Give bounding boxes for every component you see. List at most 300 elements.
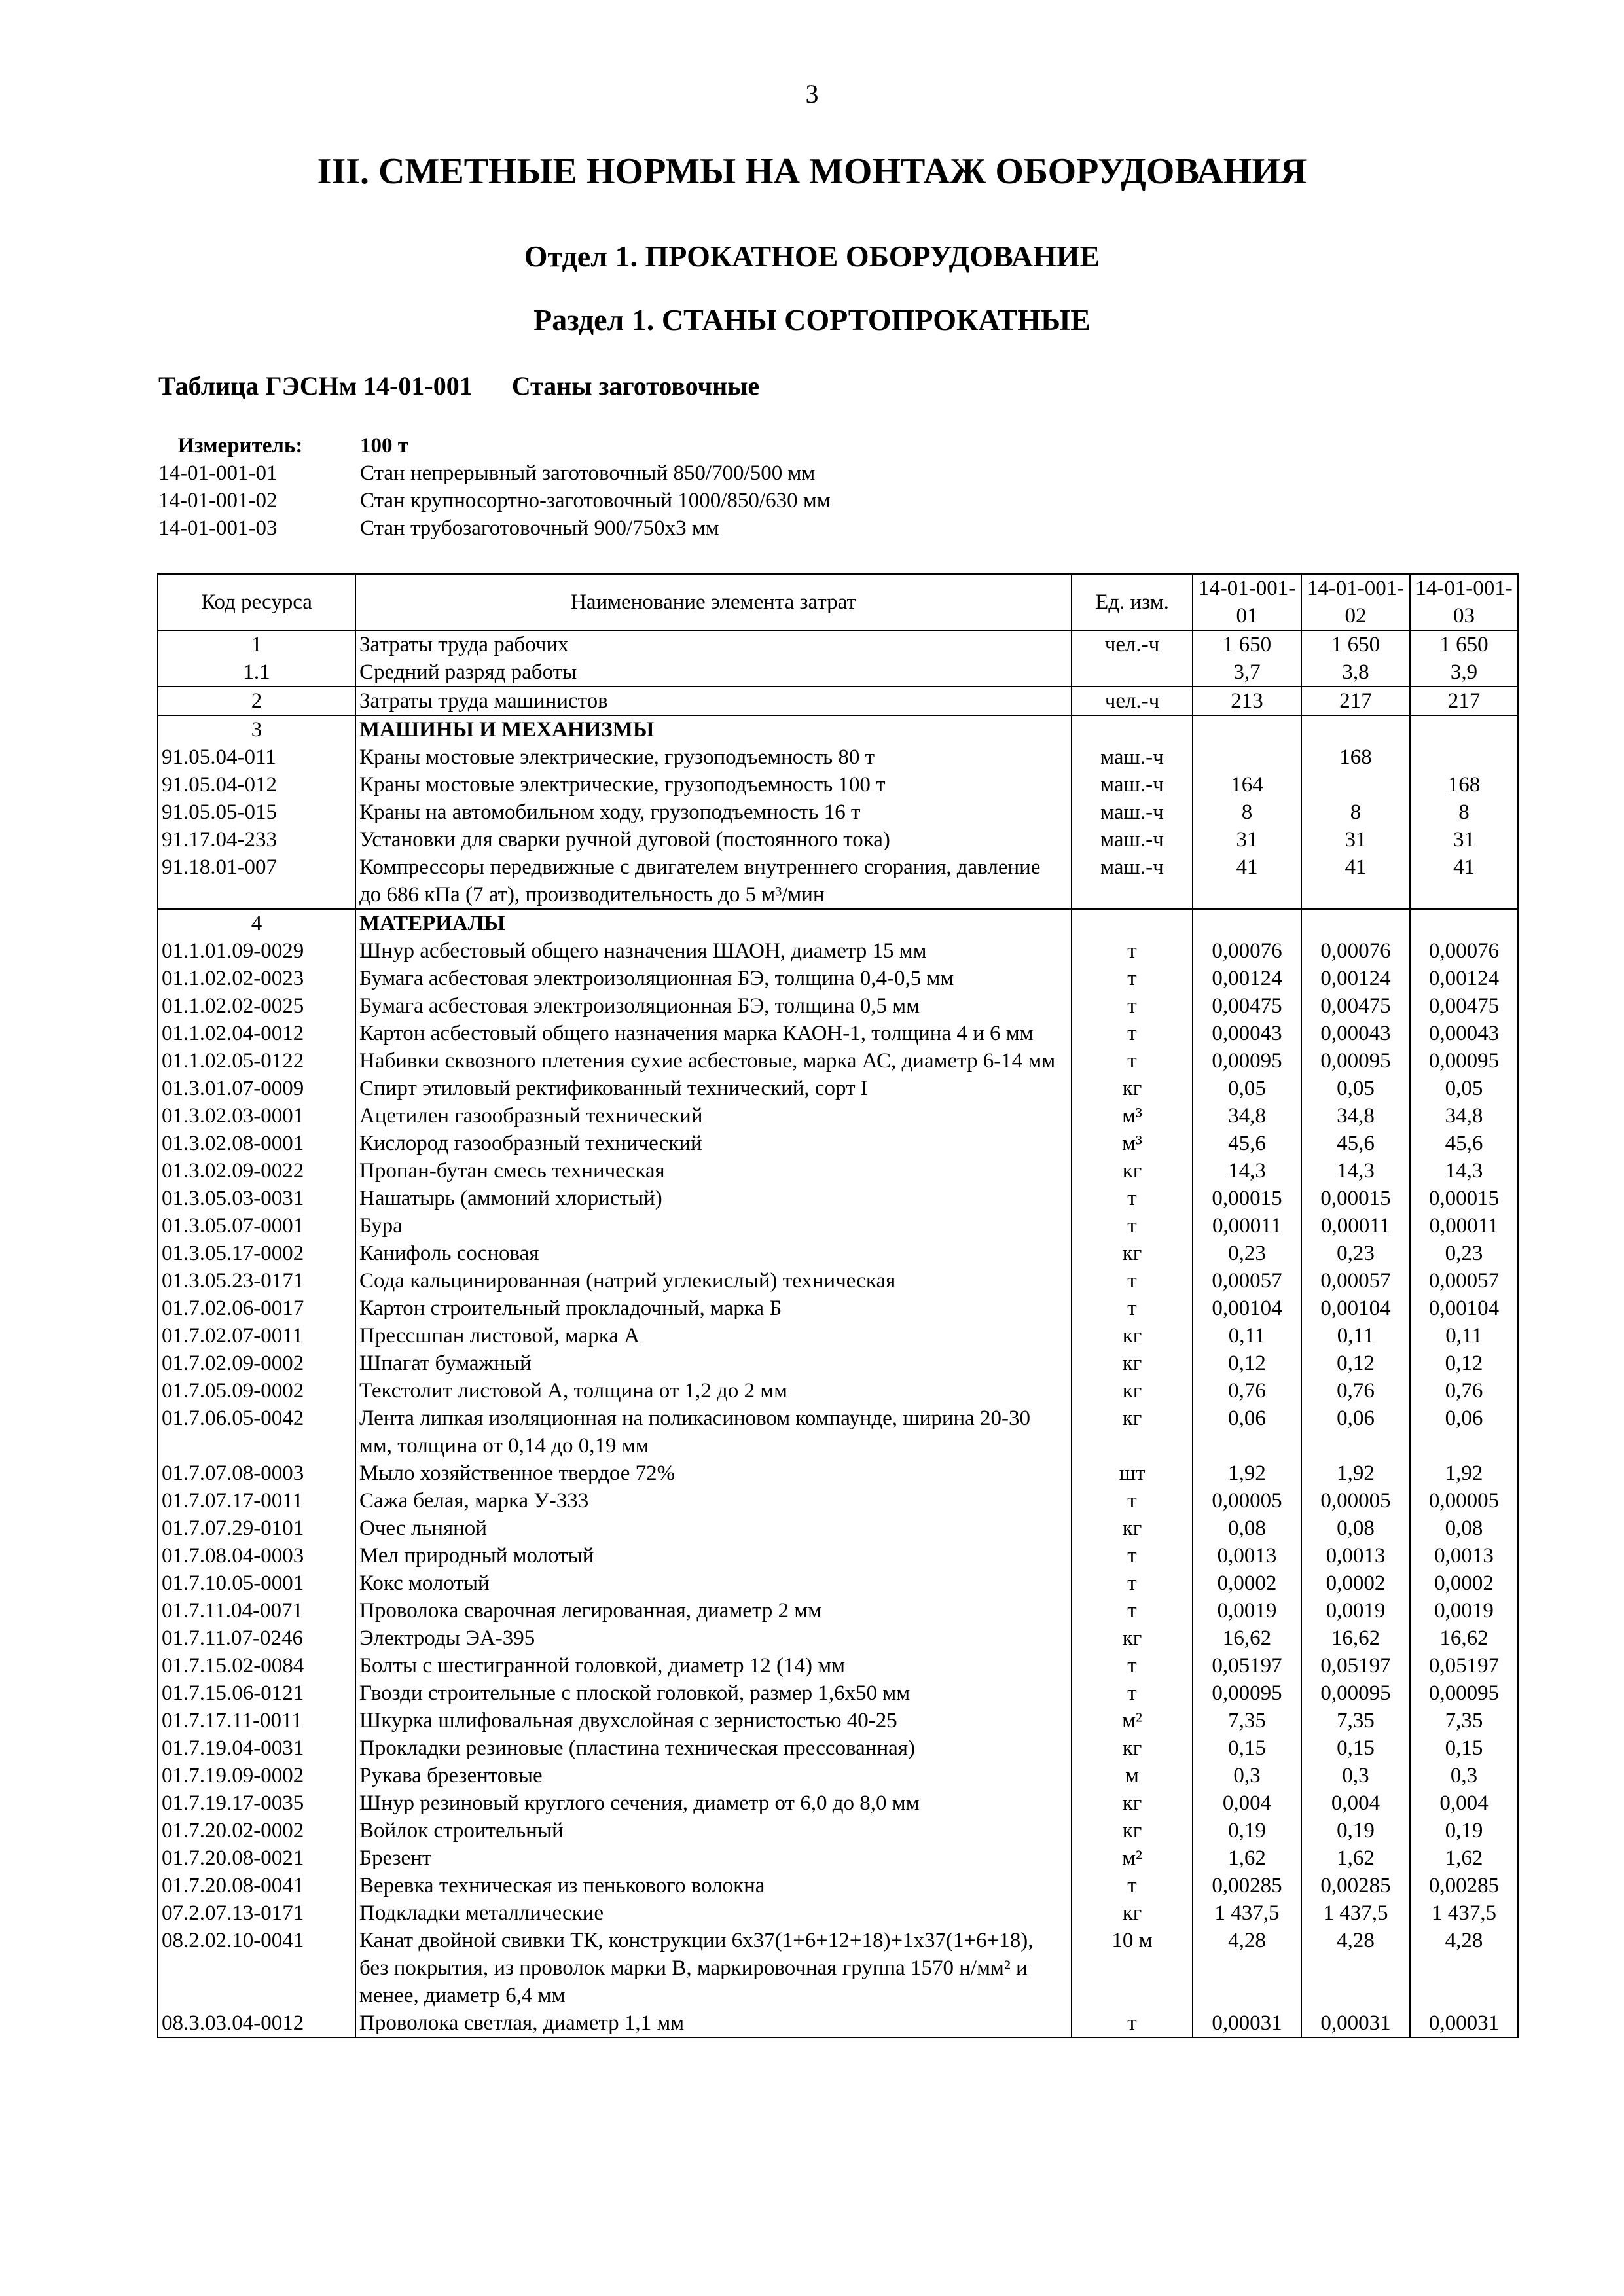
value-col3 xyxy=(1410,909,1518,937)
value-col2: 0,0002 xyxy=(1301,1570,1410,1597)
value-col1: 0,05197 xyxy=(1193,1652,1301,1679)
resource-name: МАТЕРИАЛЫ xyxy=(355,909,1072,937)
resource-unit: т xyxy=(1072,937,1193,965)
resource-unit: кг xyxy=(1072,1075,1193,1102)
resource-unit: кг xyxy=(1072,1899,1193,1927)
resource-name: Шпагат бумажный xyxy=(355,1350,1072,1377)
table-row xyxy=(158,1212,1518,1240)
resource-unit: т xyxy=(1072,1020,1193,1047)
resource-code: 01.1.02.05-0122 xyxy=(158,1047,355,1075)
value-col2: 217 xyxy=(1301,687,1410,715)
resource-unit: 10 м xyxy=(1072,1927,1193,2009)
measure-label: Измеритель: xyxy=(177,434,303,457)
resource-unit xyxy=(1072,909,1193,937)
resource-unit: м³ xyxy=(1072,1130,1193,1157)
resource-name: Шнур асбестовый общего назначения ШАОН, диаметр 15 мм xyxy=(355,937,1072,965)
resource-code: 3 xyxy=(158,715,355,744)
resource-unit: м xyxy=(1072,1762,1193,1789)
value-col1: 1 650 xyxy=(1193,630,1301,658)
value-col2: 31 xyxy=(1301,826,1410,853)
resource-name: Бура xyxy=(355,1212,1072,1240)
table-row xyxy=(158,658,1518,687)
page-heading: III. СМЕТНЫЕ НОРМЫ НА МОНТАЖ ОБОРУДОВАНИЯ xyxy=(317,151,1307,192)
value-col3 xyxy=(1410,715,1518,744)
value-col2: 0,23 xyxy=(1301,1240,1410,1267)
resource-unit: т xyxy=(1072,1267,1193,1295)
resource-name: Нашатырь (аммоний хлористый) xyxy=(355,1185,1072,1212)
value-col2: 0,00015 xyxy=(1301,1185,1410,1212)
resource-code: 4 xyxy=(158,909,355,937)
table-row xyxy=(158,1102,1518,1130)
value-col1: 0,00043 xyxy=(1193,1020,1301,1047)
resource-name: Затраты труда машинистов xyxy=(355,687,1072,715)
value-col3: 0,00124 xyxy=(1410,965,1518,992)
resource-code: 2 xyxy=(158,687,355,715)
value-col2: 0,004 xyxy=(1301,1789,1410,1817)
resource-name: Войлок строительный xyxy=(355,1817,1072,1844)
value-col3: 168 xyxy=(1410,771,1518,798)
table-row xyxy=(158,1405,1518,1460)
measure-value: 100 т xyxy=(360,434,408,457)
resource-unit: чел.-ч xyxy=(1072,630,1193,658)
resource-unit: т xyxy=(1072,1487,1193,1515)
value-col2: 3,8 xyxy=(1301,658,1410,687)
header-col3: 14-01-001-03 xyxy=(1410,574,1518,630)
value-col2: 168 xyxy=(1301,744,1410,771)
table-row xyxy=(158,1020,1518,1047)
value-col3: 45,6 xyxy=(1410,1130,1518,1157)
value-col2: 0,12 xyxy=(1301,1350,1410,1377)
table-row xyxy=(158,1679,1518,1707)
resource-code: 07.2.07.13-0171 xyxy=(158,1899,355,1927)
header-code: Код ресурса xyxy=(158,574,355,630)
table-row xyxy=(158,1350,1518,1377)
resource-name: Мыло хозяйственное твердое 72% xyxy=(355,1460,1072,1487)
resource-unit: кг xyxy=(1072,1377,1193,1405)
value-col3: 0,23 xyxy=(1410,1240,1518,1267)
value-col3: 0,11 xyxy=(1410,1322,1518,1350)
table-row xyxy=(158,1047,1518,1075)
value-col2: 0,00005 xyxy=(1301,1487,1410,1515)
value-col1: 16,62 xyxy=(1193,1624,1301,1652)
value-col2: 7,35 xyxy=(1301,1707,1410,1734)
resource-unit: кг xyxy=(1072,1350,1193,1377)
value-col3: 0,0013 xyxy=(1410,1542,1518,1570)
resource-code: 91.05.04-012 xyxy=(158,771,355,798)
value-col1: 0,00031 xyxy=(1193,2009,1301,2037)
header-name: Наименование элемента затрат xyxy=(355,574,1072,630)
value-col2: 0,0013 xyxy=(1301,1542,1410,1570)
resource-name: Брезент xyxy=(355,1844,1072,1872)
value-col1: 0,0019 xyxy=(1193,1597,1301,1624)
resource-code: 01.7.20.08-0021 xyxy=(158,1844,355,1872)
value-col3: 0,08 xyxy=(1410,1515,1518,1542)
resource-unit: кг xyxy=(1072,1624,1193,1652)
norm-row xyxy=(158,514,831,542)
resource-name: Картон асбестовый общего назначения марка КАОН-1, толщина 4 и 6 мм xyxy=(355,1020,1072,1047)
value-col2: 0,08 xyxy=(1301,1515,1410,1542)
resource-name: Прокладки резиновые (пластина техническая прессованная) xyxy=(355,1734,1072,1762)
resource-name: Картон строительный прокладочный, марка Б xyxy=(355,1295,1072,1322)
resource-code: 01.3.05.23-0171 xyxy=(158,1267,355,1295)
norm-name: Стан крупносортно-заготовочный 1000/850/630 мм xyxy=(360,489,831,512)
norm-row xyxy=(158,487,831,514)
header-col1: 14-01-001-01 xyxy=(1193,574,1301,630)
value-col3: 0,004 xyxy=(1410,1789,1518,1817)
value-col2: 16,62 xyxy=(1301,1624,1410,1652)
table-title xyxy=(158,370,759,401)
table-row xyxy=(158,1872,1518,1899)
resource-unit: маш.-ч xyxy=(1072,853,1193,909)
resource-unit: т xyxy=(1072,2009,1193,2037)
resource-name: Лента липкая изоляционная на поликасиновом компаунде, ширина 20-30 мм, толщина от 0,14 до 0,19 мм xyxy=(355,1405,1072,1460)
resource-code: 01.7.05.09-0002 xyxy=(158,1377,355,1405)
value-col1: 0,0002 xyxy=(1193,1570,1301,1597)
table-row xyxy=(158,1762,1518,1789)
resource-unit: т xyxy=(1072,992,1193,1020)
resource-unit: т xyxy=(1072,1185,1193,1212)
value-col2: 14,3 xyxy=(1301,1157,1410,1185)
resource-unit: маш.-ч xyxy=(1072,744,1193,771)
resource-code: 01.7.02.07-0011 xyxy=(158,1322,355,1350)
page-number: 3 xyxy=(805,79,819,109)
header-unit: Ед. изм. xyxy=(1072,574,1193,630)
value-col1: 0,00104 xyxy=(1193,1295,1301,1322)
value-col3: 31 xyxy=(1410,826,1518,853)
resource-unit: кг xyxy=(1072,1515,1193,1542)
table-row xyxy=(158,1652,1518,1679)
value-col1: 0,08 xyxy=(1193,1515,1301,1542)
resource-name: Проволока светлая, диаметр 1,1 мм xyxy=(355,2009,1072,2037)
value-col1: 0,00076 xyxy=(1193,937,1301,965)
resource-name: Веревка техническая из пенькового волокна xyxy=(355,1872,1072,1899)
value-col2: 8 xyxy=(1301,798,1410,826)
resource-code: 91.05.04-011 xyxy=(158,744,355,771)
table-row xyxy=(158,1734,1518,1762)
resource-name: Спирт этиловый ректификованный технический, сорт I xyxy=(355,1075,1072,1102)
resource-unit: т xyxy=(1072,1542,1193,1570)
resource-code: 1 xyxy=(158,630,355,658)
resource-unit: м³ xyxy=(1072,1102,1193,1130)
table-row xyxy=(158,1542,1518,1570)
resource-unit: м² xyxy=(1072,1707,1193,1734)
resource-unit: т xyxy=(1072,1212,1193,1240)
value-col2: 0,05197 xyxy=(1301,1652,1410,1679)
value-col1: 41 xyxy=(1193,853,1301,909)
resource-code: 01.3.05.07-0001 xyxy=(158,1212,355,1240)
value-col1: 14,3 xyxy=(1193,1157,1301,1185)
resource-name: Шкурка шлифовальная двухслойная с зернистостью 40-25 xyxy=(355,1707,1072,1734)
resource-name: Гвозди строительные с плоской головкой, размер 1,6х50 мм xyxy=(355,1679,1072,1707)
value-col3: 34,8 xyxy=(1410,1102,1518,1130)
resource-unit: т xyxy=(1072,965,1193,992)
resource-name: Компрессоры передвижные с двигателем внутреннего сгорания, давление до 686 кПа (7 ат), производительность до 5 м³/мин xyxy=(355,853,1072,909)
resource-unit: кг xyxy=(1072,1734,1193,1762)
resource-unit: кг xyxy=(1072,1405,1193,1460)
value-col2: 0,00057 xyxy=(1301,1267,1410,1295)
table-row xyxy=(158,1322,1518,1350)
value-col2: 41 xyxy=(1301,853,1410,909)
table-row xyxy=(158,630,1518,658)
resource-code: 01.7.07.29-0101 xyxy=(158,1515,355,1542)
table-row xyxy=(158,1240,1518,1267)
value-col2: 1 650 xyxy=(1301,630,1410,658)
table-row xyxy=(158,937,1518,965)
resource-code: 01.7.19.09-0002 xyxy=(158,1762,355,1789)
norm-code: 14-01-001-01 xyxy=(158,461,278,485)
resource-code: 01.7.07.17-0011 xyxy=(158,1487,355,1515)
resource-name: Сажа белая, марка У-333 xyxy=(355,1487,1072,1515)
resource-unit: т xyxy=(1072,1872,1193,1899)
resource-name: Прессшпан листовой, марка А xyxy=(355,1322,1072,1350)
value-col1: 0,15 xyxy=(1193,1734,1301,1762)
value-col3: 0,15 xyxy=(1410,1734,1518,1762)
value-col1: 0,11 xyxy=(1193,1322,1301,1350)
value-col1 xyxy=(1193,715,1301,744)
resource-name: Канифоль сосновая xyxy=(355,1240,1072,1267)
table-row xyxy=(158,1460,1518,1487)
resource-code: 01.7.06.05-0042 xyxy=(158,1405,355,1460)
resource-unit: кг xyxy=(1072,1240,1193,1267)
table-row xyxy=(158,1075,1518,1102)
value-col2: 0,00095 xyxy=(1301,1679,1410,1707)
value-col1: 0,3 xyxy=(1193,1762,1301,1789)
table-row xyxy=(158,1707,1518,1734)
resource-code: 08.3.03.04-0012 xyxy=(158,2009,355,2037)
value-col3: 14,3 xyxy=(1410,1157,1518,1185)
resource-code: 01.7.02.09-0002 xyxy=(158,1350,355,1377)
value-col1: 213 xyxy=(1193,687,1301,715)
resource-name: Установки для сварки ручной дуговой (постоянного тока) xyxy=(355,826,1072,853)
resource-unit: м² xyxy=(1072,1844,1193,1872)
value-col3: 0,00285 xyxy=(1410,1872,1518,1899)
resource-unit: кг xyxy=(1072,1322,1193,1350)
value-col2: 34,8 xyxy=(1301,1102,1410,1130)
table-row xyxy=(158,1295,1518,1322)
value-col1: 8 xyxy=(1193,798,1301,826)
value-col2: 0,19 xyxy=(1301,1817,1410,1844)
value-col3: 16,62 xyxy=(1410,1624,1518,1652)
value-col2: 0,00124 xyxy=(1301,965,1410,992)
resource-name: Очес льняной xyxy=(355,1515,1072,1542)
resource-name: Кокс молотый xyxy=(355,1570,1072,1597)
table-row xyxy=(158,1130,1518,1157)
resource-code: 01.1.01.09-0029 xyxy=(158,937,355,965)
resource-unit: чел.-ч xyxy=(1072,687,1193,715)
norm-name: Стан непрерывный заготовочный 850/700/500 мм xyxy=(360,461,816,485)
resource-unit: кг xyxy=(1072,1157,1193,1185)
value-col3: 0,05 xyxy=(1410,1075,1518,1102)
value-col1: 0,76 xyxy=(1193,1377,1301,1405)
resource-code: 01.7.10.05-0001 xyxy=(158,1570,355,1597)
table-row xyxy=(158,771,1518,798)
value-col3: 1,92 xyxy=(1410,1460,1518,1487)
resource-table xyxy=(157,573,1519,2038)
value-col2: 0,11 xyxy=(1301,1322,1410,1350)
value-col1: 0,05 xyxy=(1193,1075,1301,1102)
resource-code: 01.7.08.04-0003 xyxy=(158,1542,355,1570)
value-col1: 45,6 xyxy=(1193,1130,1301,1157)
resource-code: 01.7.19.04-0031 xyxy=(158,1734,355,1762)
value-col1 xyxy=(1193,744,1301,771)
table-row xyxy=(158,1927,1518,2009)
resource-unit: т xyxy=(1072,1679,1193,1707)
value-col3: 1 650 xyxy=(1410,630,1518,658)
value-col3: 0,00015 xyxy=(1410,1185,1518,1212)
resource-code: 01.3.02.09-0022 xyxy=(158,1157,355,1185)
value-col1: 0,00124 xyxy=(1193,965,1301,992)
value-col2: 0,15 xyxy=(1301,1734,1410,1762)
table-row xyxy=(158,744,1518,771)
value-col1: 0,00015 xyxy=(1193,1185,1301,1212)
resource-code: 91.18.01-007 xyxy=(158,853,355,909)
resource-name: Мел природный молотый xyxy=(355,1542,1072,1570)
table-row xyxy=(158,826,1518,853)
resource-code: 01.1.02.02-0023 xyxy=(158,965,355,992)
value-col1: 1,92 xyxy=(1193,1460,1301,1487)
value-col2: 0,0019 xyxy=(1301,1597,1410,1624)
resource-code: 01.1.02.04-0012 xyxy=(158,1020,355,1047)
value-col3: 0,0002 xyxy=(1410,1570,1518,1597)
resource-name: Сода кальцинированная (натрий углекислый) техническая xyxy=(355,1267,1072,1295)
value-col3: 0,00043 xyxy=(1410,1020,1518,1047)
value-col1: 0,06 xyxy=(1193,1405,1301,1460)
resource-name: Рукава брезентовые xyxy=(355,1762,1072,1789)
value-col3 xyxy=(1410,744,1518,771)
resource-code: 1.1 xyxy=(158,658,355,687)
resource-name: Канат двойной свивки ТК, конструкции 6х37(1+6+12+18)+1х37(1+6+18), без покрытия, из проволок марки В, маркировочная группа 1570 н/мм² и менее, диаметр 6,4 мм xyxy=(355,1927,1072,2009)
value-col3: 0,3 xyxy=(1410,1762,1518,1789)
resource-code: 01.7.02.06-0017 xyxy=(158,1295,355,1322)
value-col2: 0,76 xyxy=(1301,1377,1410,1405)
table-row xyxy=(158,853,1518,909)
table-row xyxy=(158,1487,1518,1515)
value-col2: 4,28 xyxy=(1301,1927,1410,2009)
table-row xyxy=(158,798,1518,826)
value-col2: 45,6 xyxy=(1301,1130,1410,1157)
resource-name: Подкладки металлические xyxy=(355,1899,1072,1927)
norm-row xyxy=(158,459,831,487)
value-col2: 1 437,5 xyxy=(1301,1899,1410,1927)
resource-unit: т xyxy=(1072,1597,1193,1624)
resource-unit: кг xyxy=(1072,1789,1193,1817)
value-col1: 31 xyxy=(1193,826,1301,853)
norm-code: 14-01-001-02 xyxy=(158,489,278,512)
value-col2: 1,92 xyxy=(1301,1460,1410,1487)
resource-unit xyxy=(1072,715,1193,744)
value-col2: 0,00043 xyxy=(1301,1020,1410,1047)
resource-name: Средний разряд работы xyxy=(355,658,1072,687)
resource-name: Краны на автомобильном ходу, грузоподъемность 16 т xyxy=(355,798,1072,826)
resource-unit xyxy=(1072,658,1193,687)
table-header-row xyxy=(158,574,1518,630)
value-col1: 0,00095 xyxy=(1193,1679,1301,1707)
value-col1: 34,8 xyxy=(1193,1102,1301,1130)
value-col2: 0,00031 xyxy=(1301,2009,1410,2037)
value-col3: 217 xyxy=(1410,687,1518,715)
table-row xyxy=(158,909,1518,937)
value-col3: 7,35 xyxy=(1410,1707,1518,1734)
resource-unit: шт xyxy=(1072,1460,1193,1487)
value-col3: 0,76 xyxy=(1410,1377,1518,1405)
table-name: Станы заготовочные xyxy=(511,371,760,401)
resource-name: Шнур резиновый круглого сечения, диаметр от 6,0 до 8,0 мм xyxy=(355,1789,1072,1817)
value-col2 xyxy=(1301,771,1410,798)
resource-code: 91.17.04-233 xyxy=(158,826,355,853)
value-col2: 0,00104 xyxy=(1301,1295,1410,1322)
resource-code: 01.7.17.11-0011 xyxy=(158,1707,355,1734)
table-row xyxy=(158,715,1518,744)
resource-name: Пропан-бутан смесь техническая xyxy=(355,1157,1072,1185)
table-row xyxy=(158,1377,1518,1405)
value-col2: 0,00475 xyxy=(1301,992,1410,1020)
value-col1: 0,23 xyxy=(1193,1240,1301,1267)
table-row xyxy=(158,2009,1518,2037)
measure-row xyxy=(158,432,831,459)
value-col3: 1 437,5 xyxy=(1410,1899,1518,1927)
resource-code: 08.2.02.10-0041 xyxy=(158,1927,355,2009)
value-col2: 0,3 xyxy=(1301,1762,1410,1789)
value-col3: 0,0019 xyxy=(1410,1597,1518,1624)
value-col1: 0,19 xyxy=(1193,1817,1301,1844)
table-row xyxy=(158,1789,1518,1817)
value-col3: 0,05197 xyxy=(1410,1652,1518,1679)
resource-name: МАШИНЫ И МЕХАНИЗМЫ xyxy=(355,715,1072,744)
value-col1: 0,00057 xyxy=(1193,1267,1301,1295)
resource-name: Болты с шестигранной головкой, диаметр 12 (14) мм xyxy=(355,1652,1072,1679)
table-row xyxy=(158,687,1518,715)
value-col3: 4,28 xyxy=(1410,1927,1518,2009)
resource-code: 01.7.20.02-0002 xyxy=(158,1817,355,1844)
resource-code: 01.7.15.06-0121 xyxy=(158,1679,355,1707)
value-col3: 0,00005 xyxy=(1410,1487,1518,1515)
value-col1 xyxy=(1193,909,1301,937)
resource-code: 01.3.02.08-0001 xyxy=(158,1130,355,1157)
value-col1: 3,7 xyxy=(1193,658,1301,687)
value-col3: 41 xyxy=(1410,853,1518,909)
norm-code: 14-01-001-03 xyxy=(158,516,278,540)
resource-name: Электроды ЭА-395 xyxy=(355,1624,1072,1652)
value-col3: 0,00104 xyxy=(1410,1295,1518,1322)
table-row xyxy=(158,1185,1518,1212)
table-row xyxy=(158,1515,1518,1542)
resource-name: Бумага асбестовая электроизоляционная БЭ, толщина 0,5 мм xyxy=(355,992,1072,1020)
table-row xyxy=(158,1844,1518,1872)
resource-name: Краны мостовые электрические, грузоподъемность 80 т xyxy=(355,744,1072,771)
value-col1: 0,00005 xyxy=(1193,1487,1301,1515)
value-col2 xyxy=(1301,715,1410,744)
resource-name: Ацетилен газообразный технический xyxy=(355,1102,1072,1130)
value-col2: 0,06 xyxy=(1301,1405,1410,1460)
resource-name: Текстолит листовой А, толщина от 1,2 до 2 мм xyxy=(355,1377,1072,1405)
value-col3: 1,62 xyxy=(1410,1844,1518,1872)
table-row xyxy=(158,1817,1518,1844)
resource-code: 01.3.02.03-0001 xyxy=(158,1102,355,1130)
resource-code: 01.7.19.17-0035 xyxy=(158,1789,355,1817)
value-col1: 0,0013 xyxy=(1193,1542,1301,1570)
value-col2: 0,00285 xyxy=(1301,1872,1410,1899)
resource-code: 01.7.11.07-0246 xyxy=(158,1624,355,1652)
table-row xyxy=(158,1267,1518,1295)
value-col3: 0,00057 xyxy=(1410,1267,1518,1295)
resource-code: 01.7.15.02-0084 xyxy=(158,1652,355,1679)
value-col1: 164 xyxy=(1193,771,1301,798)
table-row xyxy=(158,992,1518,1020)
value-col1: 4,28 xyxy=(1193,1927,1301,2009)
resource-code: 01.7.07.08-0003 xyxy=(158,1460,355,1487)
value-col3: 0,06 xyxy=(1410,1405,1518,1460)
resource-unit: кг xyxy=(1072,1817,1193,1844)
